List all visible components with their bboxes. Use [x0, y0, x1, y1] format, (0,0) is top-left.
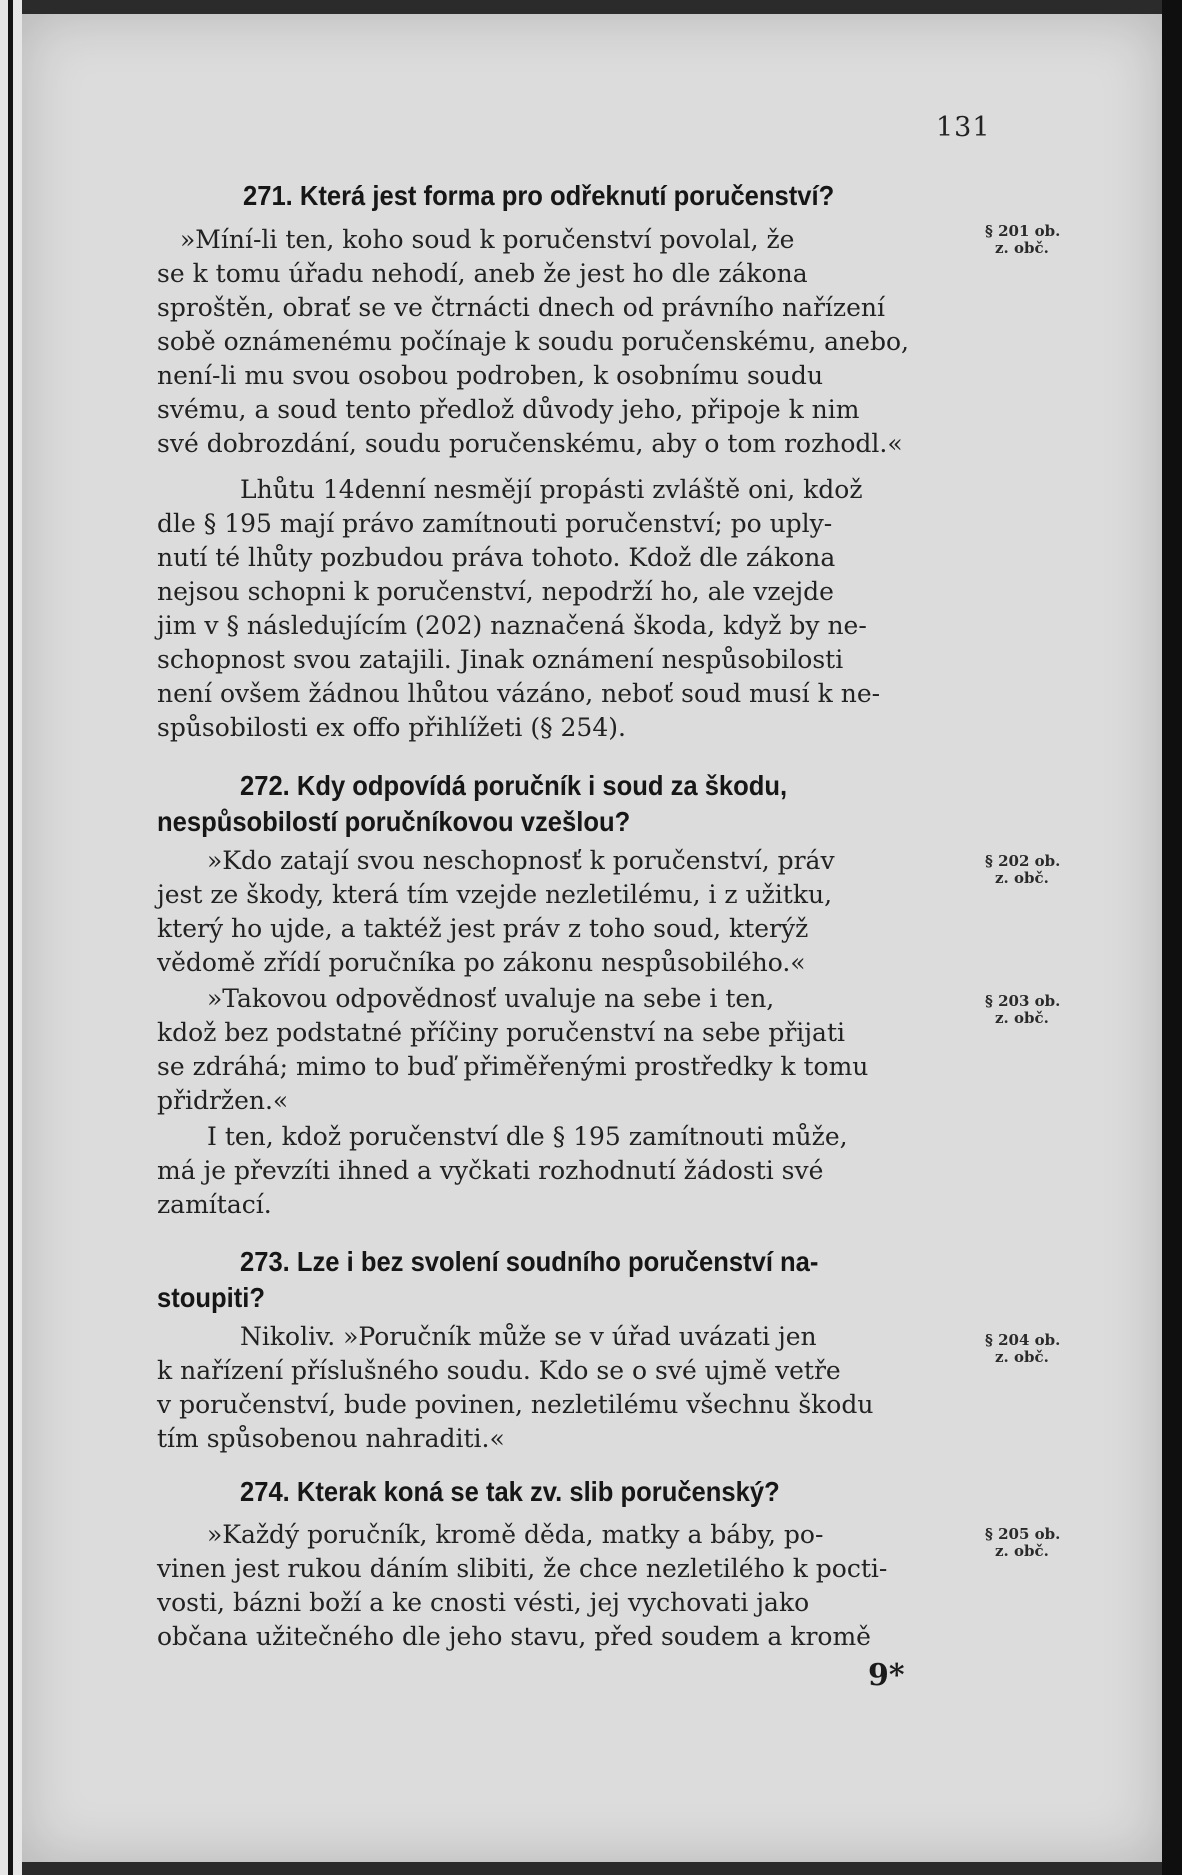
q272-line-11: zamítací. [157, 1190, 272, 1219]
q271-line-3: sproštěn, obrať se ve čtrnácti dnech od právního nařízení [157, 293, 885, 322]
signature-mark: 9* [868, 1658, 905, 1693]
q271-line-5: není-li mu svou osobou podroben, k osobnímu soudu [157, 361, 824, 390]
q274-line-3: vosti, bázni boží a ke cnosti vésti, jej vychovati jako [157, 1588, 810, 1617]
page-number: 131 [936, 112, 991, 143]
margin-ref-201: § 201 ob. z. obč. [985, 222, 1061, 257]
q271-line-7: své dobrozdání, soudu poručenskému, aby o tom rozhodl.« [157, 429, 903, 458]
q272-line-1: »Kdo zatají svou neschopnosť k poručenství, práv [207, 846, 835, 875]
q273-line-4: tím spůsobenou nahraditi.« [157, 1424, 505, 1453]
question-272-heading-2: nespůsobilostí poručníkovou vzešlou? [157, 806, 631, 837]
q271-line-12: jim v § následujícím (202) naznačená škoda, když by ne- [157, 611, 867, 640]
question-272-heading-1: 272. Kdy odpovídá poručník i soud za škodu, [240, 770, 788, 801]
question-271-heading: 271. Která jest forma pro odřeknutí poručenství? [243, 180, 835, 211]
q271-line-2: se k tomu úřadu nehodí, aneb že jest ho dle zákona [157, 259, 808, 288]
margin-ref-203: § 203 ob. z. obč. [985, 992, 1061, 1027]
margin-ref-204: § 204 ob. z. obč. [985, 1331, 1061, 1366]
q271-line-9: dle § 195 mají právo zamítnouti poručenství; po uply- [157, 509, 833, 538]
scan-edge [1162, 0, 1182, 1875]
margin-ref-202: § 202 ob. z. obč. [985, 852, 1061, 887]
q272-line-5: »Takovou odpovědnosť uvaluje na sebe i ten, [207, 984, 775, 1013]
q271-line-8: Lhůtu 14denní nesmějí propásti zvláště oni, kdož [240, 475, 863, 504]
q273-line-3: v poručenství, bude povinen, nezletilému všechnu škodu [157, 1390, 874, 1419]
q272-line-9: I ten, kdož poručenství dle § 195 zamítnouti může, [207, 1122, 848, 1151]
q273-line-2: k nařízení příslušného soudu. Kdo se o své ujmě vetře [157, 1356, 841, 1385]
q272-line-6: kdož bez podstatné příčiny poručenství na sebe přijati [157, 1018, 846, 1047]
q271-line-14: není ovšem žádnou lhůtou vázáno, neboť soud musí k ne- [157, 679, 881, 708]
page-gutter [0, 0, 22, 1875]
q274-line-2: vinen jest rukou dáním slibiti, že chce nezletilého k pocti- [157, 1554, 888, 1583]
q272-line-7: se zdráhá; mimo to buď přiměřenými prostředky k tomu [157, 1052, 869, 1081]
q272-line-2: jest ze škody, která tím vzejde nezletilému, i z užitku, [157, 880, 833, 909]
q271-line-13: schopnost svou zatajili. Jinak oznámení nespůsobilosti [157, 645, 844, 674]
q272-line-4: vědomě zřídí poručníka po zákonu nespůsobilého.« [157, 948, 806, 977]
q271-line-1: »Míní-li ten, koho soud k poručenství povolal, že [180, 225, 795, 254]
q272-line-10: má je převzíti ihned a vyčkati rozhodnutí žádosti své [157, 1156, 824, 1185]
q271-line-11: nejsou schopni k poručenství, nepodrží ho, ale vzejde [157, 577, 834, 606]
q271-line-6: svému, a soud tento předlož důvody jeho, připoje k nim [157, 395, 860, 424]
q272-line-8: přidržen.« [157, 1086, 289, 1115]
margin-ref-205: § 205 ob. z. obč. [985, 1525, 1061, 1560]
question-273-heading-2: stoupiti? [157, 1282, 265, 1313]
question-273-heading-1: 273. Lze i bez svolení soudního poručenství na- [240, 1246, 819, 1277]
q273-line-1: Nikoliv. »Poručník může se v úřad uvázati jen [240, 1322, 817, 1351]
q271-line-10: nutí té lhůty pozbudou práva tohoto. Kdož dle zákona [157, 543, 836, 572]
question-274-heading: 274. Kterak koná se tak zv. slib poručenský? [240, 1476, 780, 1507]
q274-line-1: »Každý poručník, kromě děda, matky a báby, po- [207, 1520, 824, 1549]
q271-line-4: sobě oznámenému počínaje k soudu poručenskému, anebo, [157, 327, 909, 356]
q274-line-4: občana užitečného dle jeho stavu, před soudem a kromě [157, 1622, 871, 1651]
q272-line-3: který ho ujde, a taktéž jest práv z toho soud, kterýž [157, 914, 809, 943]
q271-line-15: spůsobilosti ex offo přihlížeti (§ 254). [157, 713, 626, 742]
